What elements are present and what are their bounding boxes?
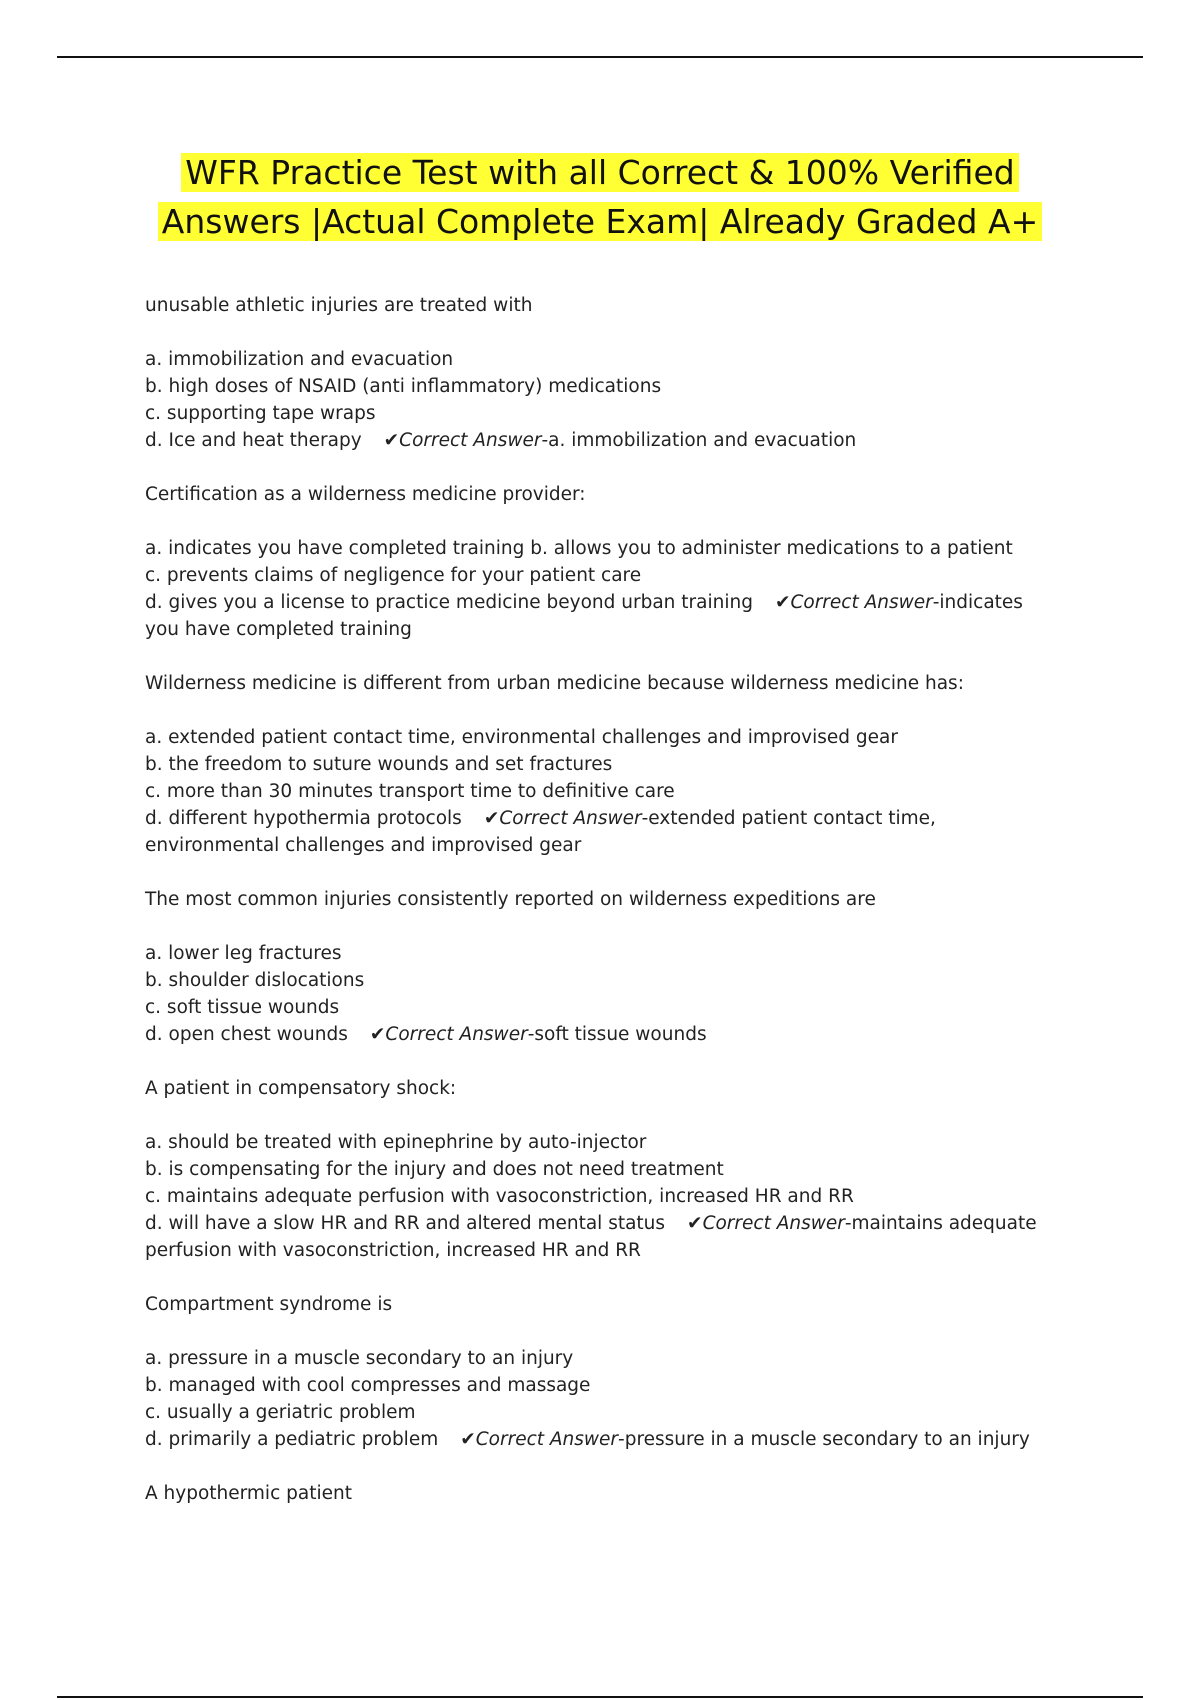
- checkmark-icon: ✔: [369, 1024, 386, 1045]
- option-text: d. Ice and heat therapy: [145, 430, 362, 451]
- option-text: c. prevents claims of negligence for your patient care: [145, 565, 642, 586]
- answer-text: -extended patient contact time, environmental challenges and improvised gear: [145, 808, 936, 856]
- option-list: [145, 724, 1050, 859]
- option-line: [145, 589, 1050, 643]
- option-line: [145, 1210, 1050, 1264]
- question-block: [145, 292, 1050, 454]
- option-list: [145, 1345, 1050, 1453]
- option-line: [145, 562, 1050, 589]
- option-text: d. gives you a license to practice medicine beyond urban training: [145, 592, 753, 613]
- option-text: a. should be treated with epinephrine by auto-injector: [145, 1132, 647, 1153]
- option-line: [145, 427, 1050, 454]
- option-list: [145, 940, 1050, 1048]
- option-text: a. extended patient contact time, environmental challenges and improvised gear: [145, 727, 898, 748]
- option-text: b. is compensating for the injury and does not need treatment: [145, 1159, 724, 1180]
- option-line: [145, 940, 1050, 967]
- answer-text: -indicates you have completed training: [145, 592, 1023, 640]
- correct-answer-label: [370, 1024, 528, 1045]
- answer-label-text: Correct Answer: [702, 1213, 845, 1234]
- answer-text: -a. immobilization and evacuation: [541, 430, 857, 451]
- question-block: [145, 670, 1050, 859]
- option-list: [145, 346, 1050, 454]
- option-line: [145, 1426, 1050, 1453]
- option-line: [145, 1129, 1050, 1156]
- option-line: [145, 724, 1050, 751]
- option-line: [145, 751, 1050, 778]
- answer-text: -soft tissue wounds: [527, 1024, 707, 1045]
- option-text: d. will have a slow HR and RR and altered mental status: [145, 1213, 666, 1234]
- question-prompt: The most common injuries consistently reported on wilderness expeditions are: [145, 889, 876, 910]
- option-text: c. soft tissue wounds: [145, 997, 340, 1018]
- correct-answer-label: [460, 1429, 618, 1450]
- option-line: [145, 400, 1050, 427]
- option-line: [145, 967, 1050, 994]
- option-line: [145, 1399, 1050, 1426]
- question-block: [145, 1291, 1050, 1453]
- option-text: b. high doses of NSAID (anti inflammatory) medications: [145, 376, 662, 397]
- option-text: d. different hypothermia protocols: [145, 808, 462, 829]
- checkmark-icon: ✔: [460, 1429, 476, 1450]
- option-line: [145, 778, 1050, 805]
- answer-label-text: Correct Answer: [399, 430, 542, 451]
- answer-label-text: Correct Answer: [475, 1429, 619, 1450]
- option-text: c. supporting tape wraps: [145, 403, 376, 424]
- option-line: [145, 1156, 1050, 1183]
- option-line: [145, 994, 1050, 1021]
- option-text: b. shoulder dislocations: [145, 970, 365, 991]
- option-list: [145, 1129, 1050, 1264]
- option-text: d. primarily a pediatric problem: [145, 1429, 439, 1450]
- option-text: c. maintains adequate perfusion with vasoconstriction, increased HR and RR: [145, 1186, 854, 1207]
- checkmark-icon: ✔: [383, 430, 400, 451]
- option-line: [145, 535, 1050, 562]
- question-block: [145, 886, 1050, 1048]
- question-prompt: Certification as a wilderness medicine provider:: [145, 484, 586, 505]
- option-list: [145, 535, 1050, 643]
- footer-rule: [57, 1696, 1143, 1698]
- correct-answer-label: [384, 430, 542, 451]
- question-prompt: Wilderness medicine is different from urban medicine because wilderness medicine has:: [145, 673, 964, 694]
- answer-text: -pressure in a muscle secondary to an injury: [618, 1429, 1030, 1450]
- option-line: [145, 346, 1050, 373]
- correct-answer-label: [775, 592, 933, 613]
- option-text: b. the freedom to suture wounds and set fractures: [145, 754, 613, 775]
- option-text: d. open chest wounds: [145, 1024, 348, 1045]
- option-text: a. pressure in a muscle secondary to an injury: [145, 1348, 574, 1369]
- option-line: [145, 805, 1050, 859]
- question-block: [145, 481, 1050, 643]
- option-text: b. managed with cool compresses and massage: [145, 1375, 591, 1396]
- title-line-1: WFR Practice Test with all Correct & 100% Verified: [181, 153, 1018, 192]
- option-line: [145, 1372, 1050, 1399]
- question-prompt: Compartment syndrome is: [145, 1294, 393, 1315]
- answer-label-text: Correct Answer: [385, 1024, 528, 1045]
- title-line-2: Answers |Actual Complete Exam| Already Graded A+: [158, 202, 1042, 241]
- checkmark-icon: ✔: [774, 592, 791, 613]
- checkmark-icon: ✔: [483, 808, 500, 829]
- answer-label-text: Correct Answer: [499, 808, 642, 829]
- question-prompt: unusable athletic injuries are treated with: [145, 295, 533, 316]
- option-text: c. usually a geriatric problem: [145, 1402, 416, 1423]
- option-line: [145, 1345, 1050, 1372]
- option-text: c. more than 30 minutes transport time to definitive care: [145, 781, 675, 802]
- question-prompt: A patient in compensatory shock:: [145, 1078, 457, 1099]
- option-text: a. indicates you have completed training b. allows you to administer medications to a patient: [145, 538, 1013, 559]
- header-rule: [57, 56, 1143, 58]
- question-block: [145, 1075, 1050, 1264]
- answer-label-text: Correct Answer: [790, 592, 933, 613]
- option-line: [145, 1183, 1050, 1210]
- option-text: a. immobilization and evacuation: [145, 349, 454, 370]
- question-prompt: A hypothermic patient: [145, 1483, 352, 1504]
- correct-answer-label: [687, 1213, 845, 1234]
- question-block: [145, 1480, 1050, 1507]
- answer-text: -maintains adequate perfusion with vasoconstriction, increased HR and RR: [145, 1213, 1037, 1261]
- option-line: [145, 1021, 1050, 1048]
- option-line: [145, 373, 1050, 400]
- question-list: [145, 292, 1050, 1534]
- option-text: a. lower leg fractures: [145, 943, 342, 964]
- correct-answer-label: [484, 808, 642, 829]
- checkmark-icon: ✔: [687, 1213, 703, 1234]
- document-title: [60, 148, 1140, 246]
